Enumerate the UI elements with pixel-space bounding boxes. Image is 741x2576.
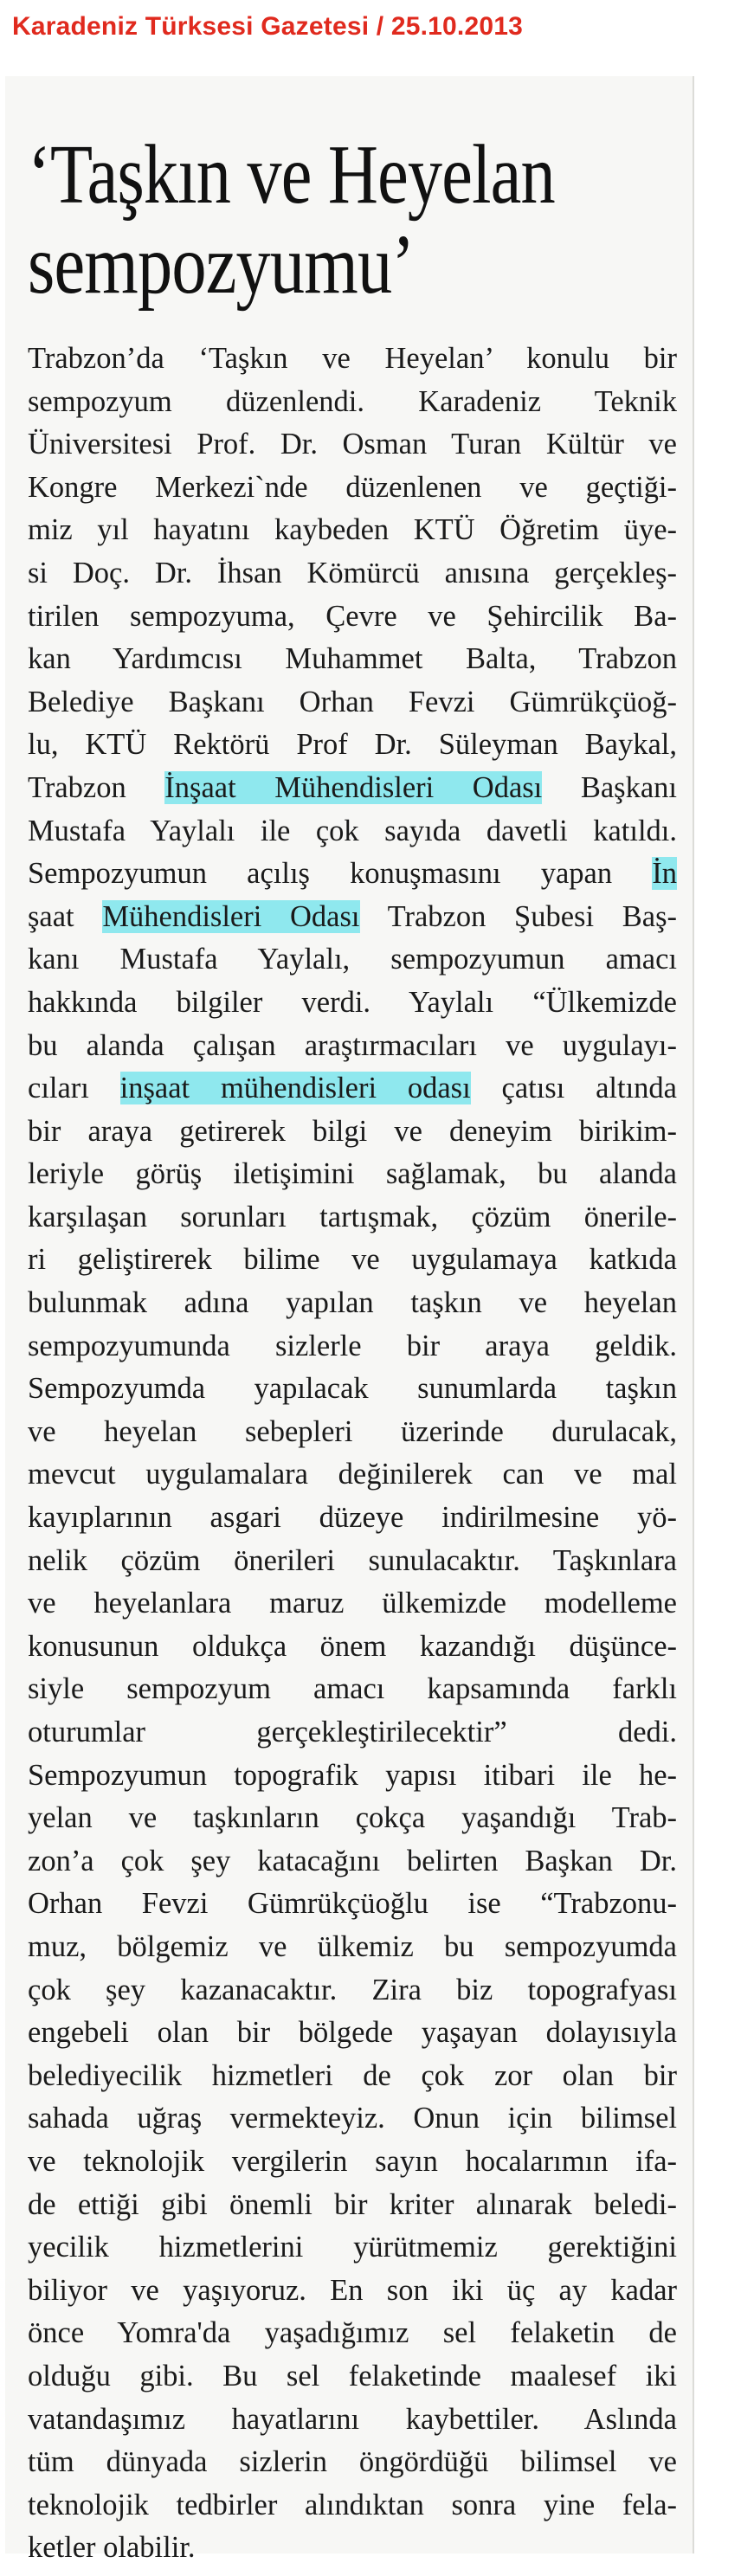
body-line: teknolojik tedbirler alındıktan sonra yine fela-: [28, 2488, 677, 2521]
body-text-segment: çatısı altında: [470, 1072, 677, 1105]
body-line: tirilen sempozyuma, Çevre ve Şehircilik Ba-: [28, 599, 677, 633]
body-line: yecilik hizmetlerini yürütmemiz gerektiğini: [28, 2231, 677, 2264]
body-line: kan Yardımcısı Muhammet Balta, Trabzon: [28, 642, 677, 676]
article-headline: [28, 130, 567, 310]
body-line: tüm dünyada sizlerin öngördüğü bilimsel ve: [28, 2445, 677, 2479]
body-line: Mustafa Yaylalı ile çok sayıda davetli katıldı.: [28, 814, 677, 847]
body-line: Üniversitesi Prof. Dr. Osman Turan Kültür ve: [28, 428, 677, 461]
body-line: sempozyumunda sizlerle bir araya geldik.: [28, 1329, 677, 1362]
body-line: zon’a çok şey katacağını belirten Başkan Dr.: [28, 1844, 677, 1877]
body-line: oturumlar gerçekleştirilecektir” dedi.: [28, 1716, 677, 1748]
body-line: Belediye Başkanı Orhan Fevzi Gümrükçüoğ-: [28, 685, 677, 718]
body-text-segment: Sempozyumun açılış konuşmasını yapan: [28, 857, 653, 891]
body-text-segment: cıları: [28, 1072, 120, 1105]
body-line: [28, 896, 677, 939]
body-text-segment: Başkanı: [542, 770, 677, 804]
body-line: ri geliştirerek bilime ve uygulamaya katkıda: [28, 1243, 677, 1277]
body-line: kanı Mustafa Yaylalı, sempozyumun amacı: [28, 943, 677, 976]
highlighted-term: İn: [652, 857, 677, 891]
body-line: bu alanda çalışan araştırmacıları ve uygulayı-: [28, 1028, 677, 1062]
body-line: sahada uğraş vermekteyiz. Onun için bilimsel: [28, 2102, 677, 2135]
body-line: çok şey kazanacaktır. Zira biz topografyası: [28, 1973, 677, 2006]
body-line: ketler olabilir.: [28, 2531, 196, 2565]
body-line: belediyecilik hizmetleri de çok zor olan bir: [28, 2058, 677, 2092]
body-line: engebeli olan bir bölgede yaşayan dolayısıyla: [28, 2016, 677, 2050]
body-text-segment: Trabzon Şubesi Baş-: [359, 899, 677, 933]
body-line: ve heyelan sebepleri üzerinde durulacak,: [28, 1414, 677, 1448]
body-line: konusunun oldukça önem kazandığı düşünce-: [28, 1629, 677, 1663]
body-line: karşılaşan sorunları tartışmak, çözüm önerile-: [28, 1200, 677, 1233]
body-line: ve teknolojik vergilerin sayın hocalarımın ifa-: [28, 2144, 677, 2178]
body-line: mevcut uygulamalara değinilerek can ve mal: [28, 1458, 677, 1491]
body-line: lu, KTÜ Rektörü Prof Dr. Süleyman Baykal,: [28, 728, 677, 762]
body-line: bulunmak adına yapılan taşkın ve heyelan: [28, 1286, 677, 1320]
body-line: [28, 1067, 677, 1111]
body-line: nelik çözüm önerileri sunulacaktır. Taşkınlara: [28, 1543, 677, 1577]
newspaper-source-date: Karadeniz Türksesi Gazetesi / 25.10.2013: [12, 12, 523, 41]
article-body: [28, 338, 677, 2570]
body-line: vatandaşımız hayatlarını kaybettiler. Aslında: [28, 2402, 677, 2436]
highlighted-term: İnşaat Mühendisleri Odası: [164, 770, 543, 804]
body-line: muz, bölgemiz ve ülkemiz bu sempozyumda: [28, 1929, 677, 1963]
body-line: bir araya getirerek bilgi ve deneyim birikim-: [28, 1114, 677, 1148]
highlighted-term: Mühendisleri Odası: [102, 899, 360, 933]
highlighted-term: inşaat mühendisleri odası: [119, 1072, 471, 1105]
body-line: olduğu gibi. Bu sel felaketinde maalesef iki: [28, 2359, 677, 2392]
body-text-segment: şaat: [28, 899, 103, 933]
body-line: Trabzon’da ‘Taşkın ve Heyelan’ konulu bir: [28, 342, 677, 375]
body-line: biliyor ve yaşıyoruz. En son iki üç ay kadar: [28, 2273, 677, 2307]
body-line: si Doç. Dr. İhsan Kömürcü anısına gerçekleş-: [28, 556, 677, 589]
headline-line-1: ‘Taşkın ve Heyelan: [28, 128, 555, 222]
body-line: kayıplarının asgari düzeye indirilmesine yö-: [28, 1501, 677, 1535]
body-text-segment: Trabzon: [28, 770, 165, 804]
newspaper-clipping: [5, 76, 694, 2565]
body-line: [28, 767, 677, 810]
body-line: [28, 853, 677, 896]
body-line: siyle sempozyum amacı kapsamında farklı: [28, 1672, 677, 1706]
body-line: sempozyum düzenlendi. Karadeniz Teknik: [28, 384, 677, 418]
body-line: yelan ve taşkınların çokça yaşandığı Trab-: [28, 1801, 677, 1835]
body-line: Kongre Merkezi`nde düzenlenen ve geçtiği-: [28, 470, 677, 504]
body-line: Orhan Fevzi Gümrükçüoğlu ise “Trabzonu-: [28, 1887, 677, 1921]
body-line: ve heyelanlara maruz ülkemizde modelleme: [28, 1587, 677, 1620]
body-line: Sempozyumda yapılacak sunumlarda taşkın: [28, 1372, 677, 1406]
body-line: leriyle görüş iletişimini sağlamak, bu alanda: [28, 1157, 677, 1191]
body-line: Sempozyumun topografik yapısı itibari ile he-: [28, 1758, 677, 1792]
body-line: miz yıl hayatını kaybeden KTÜ Öğretim üye-: [28, 513, 677, 547]
body-line: de ettiği gibi önemli bir kriter alınarak beledi-: [28, 2187, 677, 2221]
body-line: önce Yomra'da yaşadığımız sel felaketin de: [28, 2316, 677, 2350]
body-line: hakkında bilgiler verdi. Yaylalı “Ülkemizde: [28, 985, 677, 1019]
headline-line-2: sempozyumu’: [28, 218, 415, 312]
